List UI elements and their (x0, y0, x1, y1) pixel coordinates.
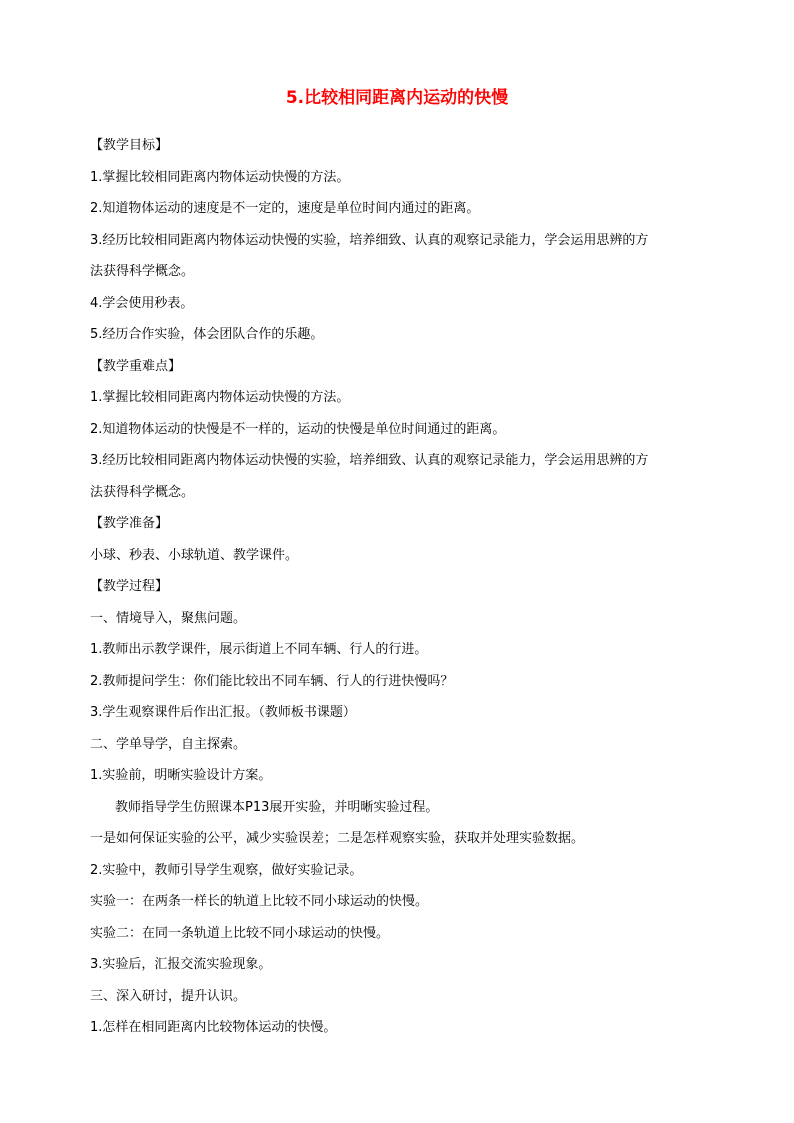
text-line: 3.实验后，汇报交流实验现象。 (90, 957, 272, 972)
text-line: 1.掌握比较相同距离内物体运动快慢的方法。 (90, 390, 350, 405)
text-line: 2.实验中，教师引导学生观察，做好实验记录。 (90, 862, 363, 878)
text-line: 3.学生观察课件后作出汇报。（教师板书课题） (90, 705, 356, 720)
text-line: 【教学过程】 (90, 579, 169, 594)
text-line: 1.怎样在相同距离内比较物体运动的快慢。 (90, 1020, 337, 1035)
text-line: 【教学重难点】 (90, 358, 182, 374)
text-line: 法获得科学概念。 (90, 484, 195, 500)
text-line: 3.经历比较相同距离内物体运动快慢的实验，培养细致、认真的观察记录能力，学会运用思辨的方 (90, 232, 649, 248)
text-line: 2.教师提问学生：你们能比较出不同车辆、行人的行进快慢吗？ (90, 673, 454, 689)
document-title: 5.比较相同距离内运动的快慢 (285, 88, 509, 108)
text-line: 4.学会使用秒表。 (90, 295, 194, 311)
text-line: 2.知道物体运动的快慢是不一样的，运动的快慢是单位时间通过的距离。 (90, 421, 506, 437)
text-line: 【教学目标】 (90, 138, 169, 153)
text-line: 1.教师出示教学课件，展示街道上不同车辆、行人的行进。 (90, 642, 428, 657)
text-line: 3.经历比较相同距离内物体运动快慢的实验，培养细致、认真的观察记录能力，学会运用思辨的方 (90, 453, 649, 468)
text-line: 实验二：在同一条轨道上比较不同小球运动的快慢。 (90, 925, 390, 941)
text-line: 小球、秒表、小球轨道、教学课件。 (90, 547, 299, 563)
text-line: 二、学单导学，自主探索。 (90, 736, 247, 752)
text-line: 5.经历合作实验，体会团队合作的乐趣。 (90, 327, 324, 342)
text-line: 【教学准备】 (90, 516, 169, 531)
text-line: 1.掌握比较相同距离内物体运动快慢的方法。 (90, 169, 350, 185)
text-line: 法获得科学概念。 (90, 264, 195, 279)
text-line: 1.实验前，明晰实验设计方案。 (90, 768, 272, 783)
text-line: 三、深入研讨，提升认识。 (90, 988, 247, 1004)
text-line: 教师指导学生仿照课本P13展开实验，并明晰实验过程。 (115, 799, 439, 815)
text-line: 一、情境导入，聚焦问题。 (90, 610, 247, 626)
text-line: 2.知道物体运动的速度是不一定的，速度是单位时间内通过的距离。 (90, 201, 480, 216)
text-line: 实验一：在两条一样长的轨道上比较不同小球运动的快慢。 (90, 894, 429, 909)
text-line: 一是如何保证实验的公平，减少实验误差；二是怎样观察实验，获取并处理实验数据。 (90, 831, 585, 846)
document-body (90, 130, 710, 1044)
